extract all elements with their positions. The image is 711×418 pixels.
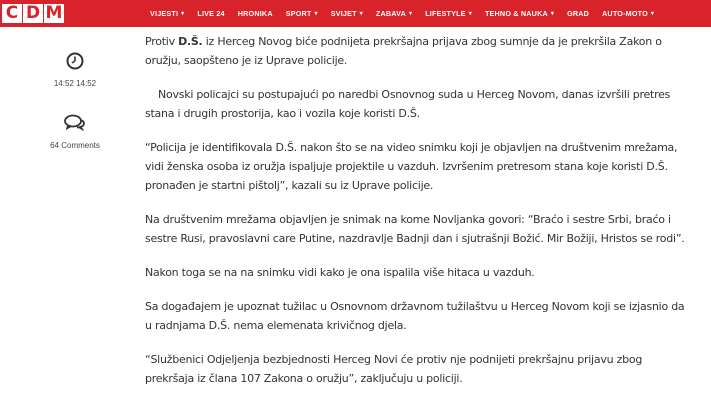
article-body xyxy=(145,32,690,403)
bold-initials: D.Š. xyxy=(178,35,203,48)
logo-letter-d: D xyxy=(23,4,43,23)
nav-item-sport[interactable] xyxy=(286,9,318,18)
chevron-down-icon: ▾ xyxy=(181,11,185,17)
nav-item-svijet[interactable] xyxy=(331,9,363,18)
nav-item-lifestyle[interactable] xyxy=(425,9,472,18)
chevron-down-icon: ▾ xyxy=(408,11,413,17)
nav-item-label: GRAD xyxy=(567,9,590,18)
nav-item-label: HRONIKA xyxy=(237,9,273,18)
speech-bubbles-icon[interactable] xyxy=(64,114,86,132)
chevron-down-icon: ▾ xyxy=(650,11,655,17)
nav-item-auto-moto[interactable] xyxy=(602,9,654,18)
nav-item-label: ZABAVA xyxy=(375,9,406,18)
article-paragraph: Nakon toga se na na snimku vidi kako je ona ispalila više hitaca u vazduh. xyxy=(145,266,535,279)
article-paragraph: “Službenici Odjeljenja bezbjednosti Herceg Novi će protiv nje podnijeti prekršajnu prijavu zbog prekršaja iz člana 107 Zakona o oružju”, zaključuju u policiji. xyxy=(145,353,643,385)
article-meta-sidebar xyxy=(40,52,110,150)
site-logo[interactable] xyxy=(2,0,65,27)
nav-item-vijesti[interactable] xyxy=(150,9,184,18)
chevron-down-icon: ▾ xyxy=(468,11,472,17)
chevron-down-icon: ▾ xyxy=(550,11,555,17)
main-menu xyxy=(150,9,667,18)
chevron-down-icon: ▾ xyxy=(314,11,318,17)
comments-count-link[interactable]: 64 Comments xyxy=(50,141,100,150)
nav-item-label: SVIJET xyxy=(330,9,357,18)
nav-item-tehno-nauka[interactable] xyxy=(485,9,554,18)
nav-item-label: AUTO-MOTO xyxy=(602,9,648,18)
paragraph-text: iz Herceg Novog biće podnijeta prekršajna prijava zbog sumnje da je prekršila Zakon o oružju, saopšteno je iz Uprave policije. xyxy=(145,35,662,67)
article-paragraph: “Policija je identifikovala D.Š. nakon što se na video snimku koji je objavljen na društvenim mrežama, vidi ženska osoba iz oružja ispaljuje projektile u vazduh. Izvršenim pretresom stana koje koristi D.Š. pronađen je startni pištolj”, kazali su iz Uprave policije. xyxy=(145,141,678,192)
paragraph-text: Protiv xyxy=(145,35,179,48)
logo-letter-m: M xyxy=(45,3,63,23)
nav-item-label: TEHNO & NAUKA xyxy=(484,9,548,18)
logo-letter-c: C xyxy=(2,4,22,23)
article-paragraph xyxy=(145,32,690,70)
nav-item-grad[interactable] xyxy=(567,9,589,18)
chevron-down-icon: ▾ xyxy=(359,11,363,17)
nav-item-label: LIVE 24 xyxy=(197,9,225,18)
article-paragraph: Novski policajci su postupajući po naredbi Osnovnog suda u Herceg Novom, danas izvršili pretres stana i drugih prostorija, kao i vozila koje koristi D.Š. xyxy=(145,88,671,120)
clock-icon xyxy=(66,52,84,70)
nav-item-label: SPORT xyxy=(285,9,312,18)
nav-item-label: LIFESTYLE xyxy=(425,9,466,18)
top-navbar xyxy=(0,0,711,27)
nav-item-label: VIJESTI xyxy=(150,9,179,18)
article-paragraph: Na društvenim mrežama objavljen je snimak na kome Novljanka govori: “Braćo i sestre Srbi, braćo i sestre Rusi, pravoslavni care Putine, nazdravlje Badnji dan i sjutrašnji Božić. Mir Božiji, Hristos se rodi”. xyxy=(145,213,685,245)
publish-time: 14:52 14:52 xyxy=(53,79,97,88)
nav-item-live24[interactable] xyxy=(197,9,224,18)
article-paragraph: Sa događajem je upoznat tužilac u Osnovnom državnom tužilaštvu u Herceg Novom koji se izjasnio da u radnjama D.Š. nema elemenata krivičnog djela. xyxy=(145,300,685,332)
nav-item-hronika[interactable] xyxy=(238,9,273,18)
nav-item-zabava[interactable] xyxy=(376,9,412,18)
